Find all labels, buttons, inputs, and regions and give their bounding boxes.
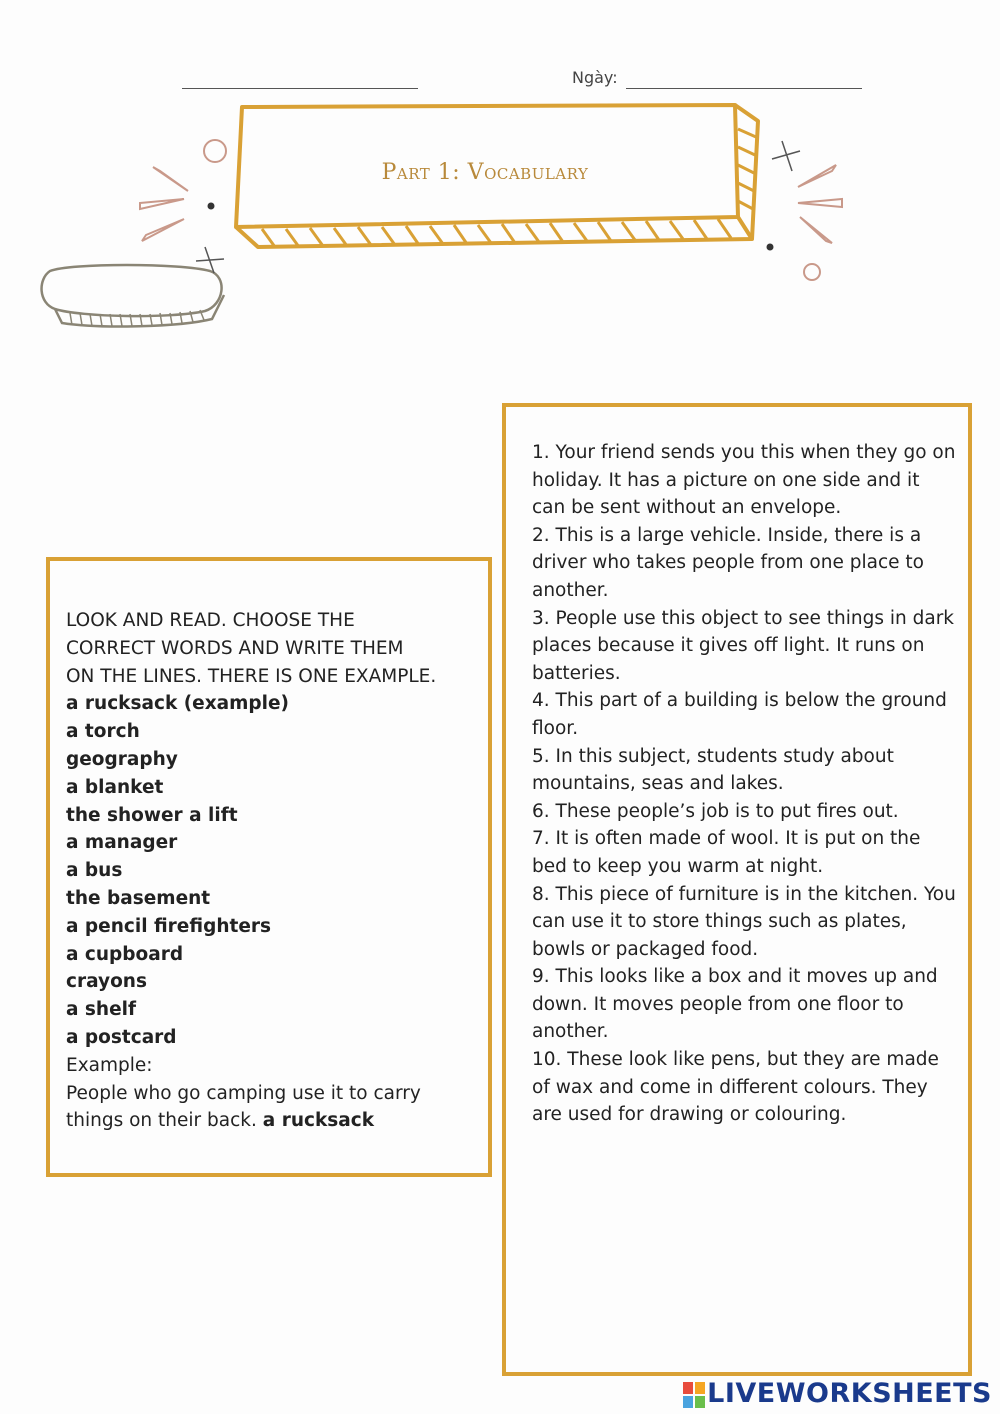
word-bank-item: a pencil firefighters bbox=[66, 915, 272, 937]
example-line bbox=[66, 1107, 474, 1135]
instructions-heading-line: ON THE LINES. THERE IS ONE EXAMPLE. bbox=[66, 665, 437, 687]
questions-box bbox=[502, 403, 972, 1376]
banner-title: Part 1: Vocabulary bbox=[381, 160, 589, 185]
word-bank-item: a postcard bbox=[66, 1026, 177, 1048]
example-label: Example: bbox=[66, 1054, 153, 1076]
example-text: things on their back. bbox=[66, 1110, 257, 1132]
question-item: 2. This is a large vehicle. Inside, there is a driver who takes people from one place to another. bbox=[532, 524, 924, 601]
word-bank-item: geography bbox=[66, 748, 178, 770]
word-bank-item: a blanket bbox=[66, 776, 164, 798]
word-bank-item: the shower a lift bbox=[66, 804, 238, 826]
question-item: 4. This part of a building is below the ground floor. bbox=[532, 690, 947, 739]
liveworksheets-badge-icon bbox=[683, 1382, 705, 1408]
question-item: 9. This looks like a box and it moves up and down. It moves people from one floor to another. bbox=[532, 966, 938, 1043]
example-line: People who go camping use it to carry bbox=[66, 1082, 421, 1104]
instructions-box bbox=[46, 557, 492, 1177]
question-item: 6. These people’s job is to put fires out. bbox=[532, 800, 899, 822]
question-item: 1. Your friend sends you this when they go on holiday. It has a picture on one side and it can be sent without an envelope. bbox=[532, 442, 956, 519]
date-line bbox=[626, 88, 862, 89]
word-bank-item: the basement bbox=[66, 887, 211, 909]
example-answer: a rucksack bbox=[262, 1110, 375, 1132]
question-item: 8. This piece of furniture is in the kitchen. You can use it to store things such as plates, bowls or packaged food. bbox=[532, 883, 956, 960]
word-bank-item: crayons bbox=[66, 971, 147, 993]
question-item: 5. In this subject, students study about mountains, seas and lakes. bbox=[532, 745, 894, 795]
liveworksheets-logo bbox=[683, 1378, 992, 1409]
word-bank-item: a bus bbox=[66, 860, 123, 882]
question-item: 3. People use this object to see things in dark places because it gives off light. It runs on batteries. bbox=[532, 607, 955, 684]
name-line bbox=[182, 88, 418, 89]
word-bank-item: a torch bbox=[66, 721, 140, 743]
word-bank-item: a shelf bbox=[66, 999, 137, 1021]
question-item: 7. It is often made of wool. It is put on the bed to keep you warm at night. bbox=[532, 828, 921, 877]
word-bank-item: a manager bbox=[66, 832, 178, 854]
instructions-heading-line: LOOK AND READ. CHOOSE THE bbox=[66, 610, 355, 631]
question-item: 10. These look like pens, but they are made of wax and come in different colours. They are used for drawing or colouring. bbox=[532, 1049, 939, 1126]
date-label: Ngày: bbox=[572, 68, 618, 87]
brand-text: LIVEWORKSHEETS bbox=[707, 1378, 992, 1409]
banner-decoration bbox=[0, 95, 1000, 335]
instructions-heading-line: CORRECT WORDS AND WRITE THEM bbox=[66, 637, 404, 659]
word-bank-item: a cupboard bbox=[66, 943, 184, 965]
word-bank-item: a rucksack (example) bbox=[66, 693, 289, 715]
